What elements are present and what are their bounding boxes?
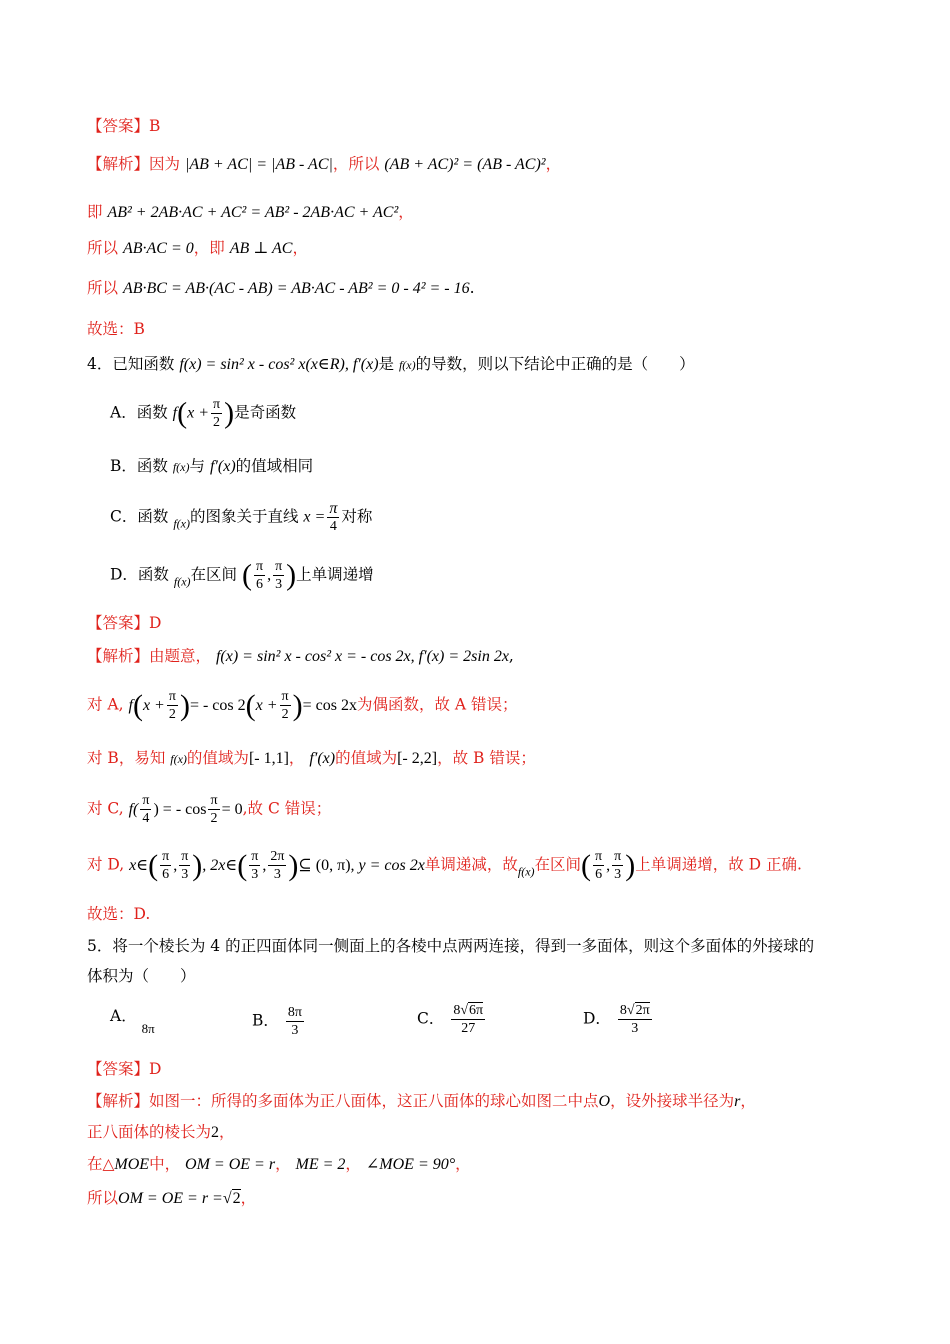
math-expr: f(x) = sin² x - cos² x(x∈R), f′(x) bbox=[179, 356, 379, 373]
analysis-line: 对 C, f( $\frac{\pi}{4}$ ) = - cos $\frac{\pi}{2}$ = 0,故 C 错误； bbox=[87, 793, 332, 826]
analysis-line: 对 B，易知 f(x)的值域为[- 1,1]， f′(x)的值域为[- 2,2]，故 B 错误； bbox=[87, 749, 536, 767]
analysis-line: 正八面体的棱长为2， bbox=[87, 1123, 235, 1141]
fraction: $\frac{8√2\pi}{3}$ bbox=[619, 1003, 650, 1036]
math-expr: AB² + 2AB·AC + AC² = AB² - 2AB·AC + AC² bbox=[107, 204, 399, 221]
option-b[interactable]: B． $\frac{8\pi}{3}$ bbox=[252, 1005, 302, 1038]
math-expr: AB ⊥ AC bbox=[229, 240, 293, 257]
analysis-line: 在△MOE中， OM = OE = r， ME = 2， ∠MOE = 90°， bbox=[87, 1155, 471, 1173]
option-d[interactable]: D． $\frac{8√2\pi}{3}$ bbox=[583, 1003, 650, 1036]
analysis-line: 【解析】因为 |AB + AC| = |AB - AC|，所以 (AB + AC)² = (AB - AC)²， bbox=[87, 155, 562, 173]
fraction: $\frac{\pi}{2}$ bbox=[213, 397, 221, 430]
answer-line: 【答案】D bbox=[87, 614, 162, 632]
question-4-stem: 4．已知函数 f(x) = sin² x - cos² x(x∈R), f′(x)是 f(x)的导数，则以下结论中正确的是（ ） bbox=[87, 355, 695, 373]
option-c[interactable]: C．函数 $_{f(x)}$的图象关于直线 x = $\frac{\pi}{4}$ 对称 bbox=[110, 500, 373, 534]
option-b[interactable]: B．函数 f(x)与 f′(x)的值域相同 bbox=[110, 457, 314, 475]
option-c[interactable]: C． $\frac{8√6\pi}{27}$ bbox=[417, 1003, 484, 1036]
answer-value: B bbox=[149, 117, 161, 135]
answer-line: 【答案】D bbox=[87, 1060, 162, 1078]
option-d[interactable]: D．函数 $_{f(x)}$在区间 ( $\frac{\pi}{6}$ , $\frac{\pi}{3}$ )上单调递增 bbox=[110, 558, 374, 592]
fraction: $\frac{\pi}{4}$ bbox=[329, 500, 338, 534]
choice-line: 故选：B bbox=[87, 320, 145, 338]
analysis-tag: 【解析】 bbox=[87, 155, 150, 173]
fraction: $\frac{\pi}{6}$ bbox=[255, 559, 264, 592]
question-5-stem-1: 5．将一个棱长为 4 的正四面体同一侧面上的各棱中点两两连接，得到一多面体，则这个多面体的外接球的 bbox=[87, 937, 815, 955]
analysis-line: 对 A, f(x + $\frac{\pi}{2}$ )= - cos 2(x + $\frac{\pi}{2}$ )= cos 2x为偶函数，故 A 错误； bbox=[87, 688, 518, 722]
math-expr: (AB + AC)² = (AB - AC)² bbox=[384, 156, 546, 173]
analysis-line: 所以 AB·AC = 0，即 AB ⊥ AC， bbox=[87, 239, 308, 257]
choice-line: 故选：D. bbox=[87, 905, 151, 923]
fraction: $\frac{8√6\pi}{27}$ bbox=[453, 1003, 484, 1036]
option-a[interactable]: A． $_{8\pi}$ bbox=[110, 1007, 155, 1036]
analysis-line: 【解析】如图一：所得的多面体为正八面体，这正八面体的球心如图二中点O，设外接球半径为r， bbox=[87, 1092, 756, 1110]
question-5-stem-2: 体积为（ ） bbox=[87, 967, 196, 985]
option-a[interactable]: A．函数 f(x + $\frac{\pi}{2}$ )是奇函数 bbox=[110, 396, 297, 430]
math-expr: AB·BC = AB·(AC - AB) = AB·AC - AB² = 0 - 4² = - 16 bbox=[122, 280, 470, 297]
analysis-line: 所以OM = OE = r =√2， bbox=[87, 1189, 257, 1207]
analysis-line: 即 AB² + 2AB·AC + AC² = AB² - 2AB·AC + AC²， bbox=[87, 203, 414, 221]
fraction: $\frac{\pi}{3}$ bbox=[275, 559, 283, 592]
fraction: $\frac{8\pi}{3}$ bbox=[287, 1005, 302, 1038]
math-expr: AB·AC = 0 bbox=[122, 240, 194, 257]
analysis-line: 所以 AB·BC = AB·(AC - AB) = AB·AC - AB² = 0 - 4² = - 16. bbox=[87, 279, 475, 297]
math-expr: |AB + AC| = |AB - AC| bbox=[184, 156, 333, 173]
math-expr: f(x) = sin² x - cos² x = - cos 2x, f′(x) = 2sin 2x bbox=[215, 648, 509, 665]
analysis-line: 【解析】由题意， f(x) = sin² x - cos² x = - cos 2x, f′(x) = 2sin 2x, bbox=[87, 647, 514, 665]
answer-line bbox=[87, 114, 160, 138]
answer-tag: 【答案】 bbox=[87, 117, 150, 135]
analysis-line: 对 D, x∈( $\frac{\pi}{6}$ , $\frac{\pi}{3}$ ), 2x∈( $\frac{\pi}{3}$ , $\frac{2\pi}{3}$ )⊆ (0, π), y = cos 2x单调递减，故$_{f(x)}$在区间( $\frac{\pi}{6}$ , $\frac{\pi}{3}$ )上单调递增，故 D 正确. bbox=[87, 848, 802, 882]
